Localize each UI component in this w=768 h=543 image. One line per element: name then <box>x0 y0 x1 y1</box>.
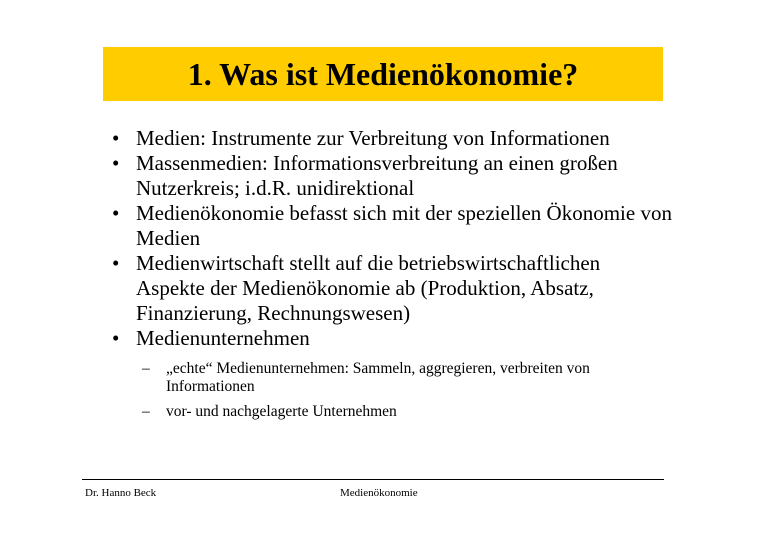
sub-bullet-item <box>136 403 672 421</box>
bullet-item <box>112 326 672 421</box>
sub-bullet-text: „echte“ Medienunternehmen: Sammeln, aggregieren, verbreiten von Informationen <box>166 360 590 395</box>
footer-author: Dr. Hanno Beck <box>85 487 157 499</box>
bullet-marker: • <box>112 126 120 150</box>
bullet-text: Medienunternehmen <box>136 326 310 350</box>
sub-bullet-text: vor- und nachgelagerte Unternehmen <box>166 403 397 420</box>
sub-bullet-marker: – <box>142 360 150 377</box>
bullet-item <box>112 126 672 151</box>
sub-bullet-marker: – <box>142 403 150 420</box>
bullet-list <box>112 126 672 428</box>
bullet-marker: • <box>112 251 120 275</box>
footer-divider <box>82 479 664 480</box>
bullet-item <box>112 151 672 201</box>
bullet-text: Medien: Instrumente zur Verbreitung von Informationen <box>136 126 610 150</box>
bullet-item <box>112 201 672 251</box>
title-banner <box>103 47 663 101</box>
bullet-marker: • <box>112 201 120 225</box>
bullet-text: Medienökonomie befasst sich mit der speziellen Ökonomie von Medien <box>136 201 672 250</box>
sub-bullet-list <box>136 360 672 421</box>
footer-topic: Medienökonomie <box>340 487 418 499</box>
bullet-text: Medienwirtschaft stellt auf die betriebswirtschaftlichen Aspekte der Medienökonomie ab (Produktion, Absatz, Finanzierung, Rechnungswesen) <box>136 251 601 325</box>
sub-bullet-item <box>136 360 672 396</box>
bullet-marker: • <box>112 326 120 350</box>
bullet-item <box>112 251 672 326</box>
bullet-text: Massenmedien: Informationsverbreitung an einen großen Nutzerkreis; i.d.R. unidirektional <box>136 151 618 200</box>
slide-title: 1. Was ist Medienökonomie? <box>187 56 579 92</box>
bullet-marker: • <box>112 151 120 175</box>
